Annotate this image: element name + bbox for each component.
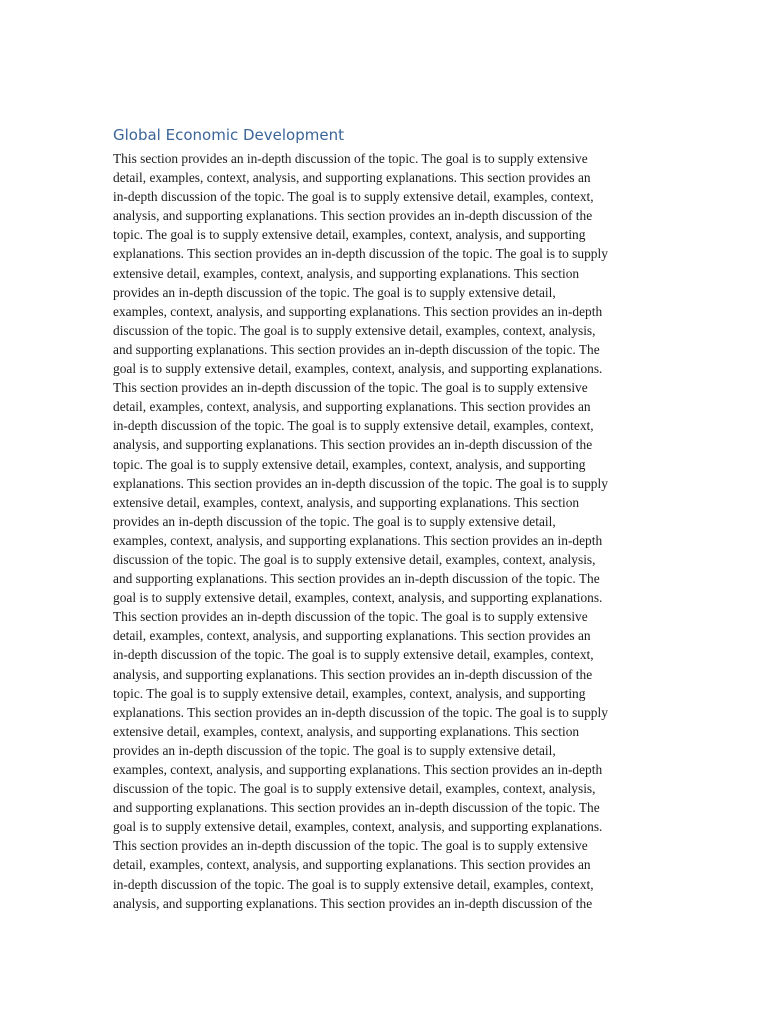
paragraph-line: goal is to supply extensive detail, examples, context, analysis, and supporting explanations. (113, 361, 603, 377)
paragraph-line: examples, context, analysis, and supporting explanations. This section provides an in-depth (113, 762, 603, 777)
paragraph-line: extensive detail, examples, context, analysis, and supporting explanations. This section (113, 494, 580, 510)
paragraph-line: and supporting explanations. This section provides an in-depth discussion of the topic. The (113, 800, 600, 816)
paragraph-line: extensive detail, examples, context, analysis, and supporting explanations. This section (113, 723, 580, 739)
paragraph-line: provides an in-depth discussion of the topic. The goal is to supply extensive detail, (113, 284, 556, 300)
paragraph-line: examples, context, analysis, and supporting explanations. This section provides an in-depth (113, 532, 603, 548)
paragraph-line: analysis, and supporting explanations. This section provides an in-depth discussion of the (113, 437, 593, 453)
paragraph-line: in-depth discussion of the topic. The goal is to supply extensive detail, examples, context, (113, 418, 594, 434)
paragraph-line: and supporting explanations. This section provides an in-depth discussion of the topic. The (113, 341, 600, 357)
section-heading: Global Economic Development (113, 126, 344, 144)
paragraph-line: extensive detail, examples, context, analysis, and supporting explanations. This section (113, 265, 580, 281)
paragraph-line: This section provides an in-depth discussion of the topic. The goal is to supply extensive (113, 838, 588, 854)
paragraph-line: analysis, and supporting explanations. This section provides an in-depth discussion of the (113, 895, 593, 911)
paragraph-line: in-depth discussion of the topic. The goal is to supply extensive detail, examples, context, (113, 189, 594, 205)
paragraph-line: and supporting explanations. This section provides an in-depth discussion of the topic. The (113, 571, 600, 587)
paragraph-line: in-depth discussion of the topic. The goal is to supply extensive detail, examples, context, (113, 876, 594, 892)
paragraph-line: discussion of the topic. The goal is to supply extensive detail, examples, context, analysis, (113, 551, 596, 567)
paragraph-line: detail, examples, context, analysis, and supporting explanations. This section provides an (113, 628, 591, 644)
paragraph-line: topic. The goal is to supply extensive detail, examples, context, analysis, and supporting (113, 227, 586, 243)
paragraph-line: examples, context, analysis, and supporting explanations. This section provides an in-depth (113, 303, 603, 319)
paragraph-line: discussion of the topic. The goal is to supply extensive detail, examples, context, analysis, (113, 781, 596, 797)
paragraph-line: provides an in-depth discussion of the topic. The goal is to supply extensive detail, (113, 742, 556, 758)
paragraph-line: analysis, and supporting explanations. This section provides an in-depth discussion of the (113, 666, 593, 682)
paragraph-line: goal is to supply extensive detail, examples, context, analysis, and supporting explanations. (113, 819, 603, 835)
paragraph-line: This section provides an in-depth discussion of the topic. The goal is to supply extensive (113, 151, 588, 166)
paragraph-line: goal is to supply extensive detail, examples, context, analysis, and supporting explanations. (113, 590, 603, 606)
paragraph-line: discussion of the topic. The goal is to supply extensive detail, examples, context, analysis, (113, 322, 596, 338)
paragraph-line: detail, examples, context, analysis, and supporting explanations. This section provides an (113, 170, 591, 186)
paragraph-line: topic. The goal is to supply extensive detail, examples, context, analysis, and supporting (113, 685, 586, 701)
paragraph-line: detail, examples, context, analysis, and supporting explanations. This section provides an (113, 857, 591, 873)
paragraph-line: explanations. This section provides an in-depth discussion of the topic. The goal is to supply (113, 704, 608, 720)
paragraph-line: This section provides an in-depth discussion of the topic. The goal is to supply extensive (113, 609, 588, 625)
paragraph-line: This section provides an in-depth discussion of the topic. The goal is to supply extensive (113, 380, 588, 396)
paragraph-line: in-depth discussion of the topic. The goal is to supply extensive detail, examples, context, (113, 647, 594, 663)
paragraph-line: explanations. This section provides an in-depth discussion of the topic. The goal is to supply (113, 246, 608, 262)
body-paragraph (113, 149, 658, 913)
paragraph-line: detail, examples, context, analysis, and supporting explanations. This section provides an (113, 399, 591, 415)
paragraph-line: analysis, and supporting explanations. This section provides an in-depth discussion of the (113, 208, 593, 224)
paragraph-line: provides an in-depth discussion of the topic. The goal is to supply extensive detail, (113, 513, 556, 529)
paragraph-line: topic. The goal is to supply extensive detail, examples, context, analysis, and supporting (113, 456, 586, 472)
paragraph-line: explanations. This section provides an in-depth discussion of the topic. The goal is to supply (113, 475, 608, 491)
